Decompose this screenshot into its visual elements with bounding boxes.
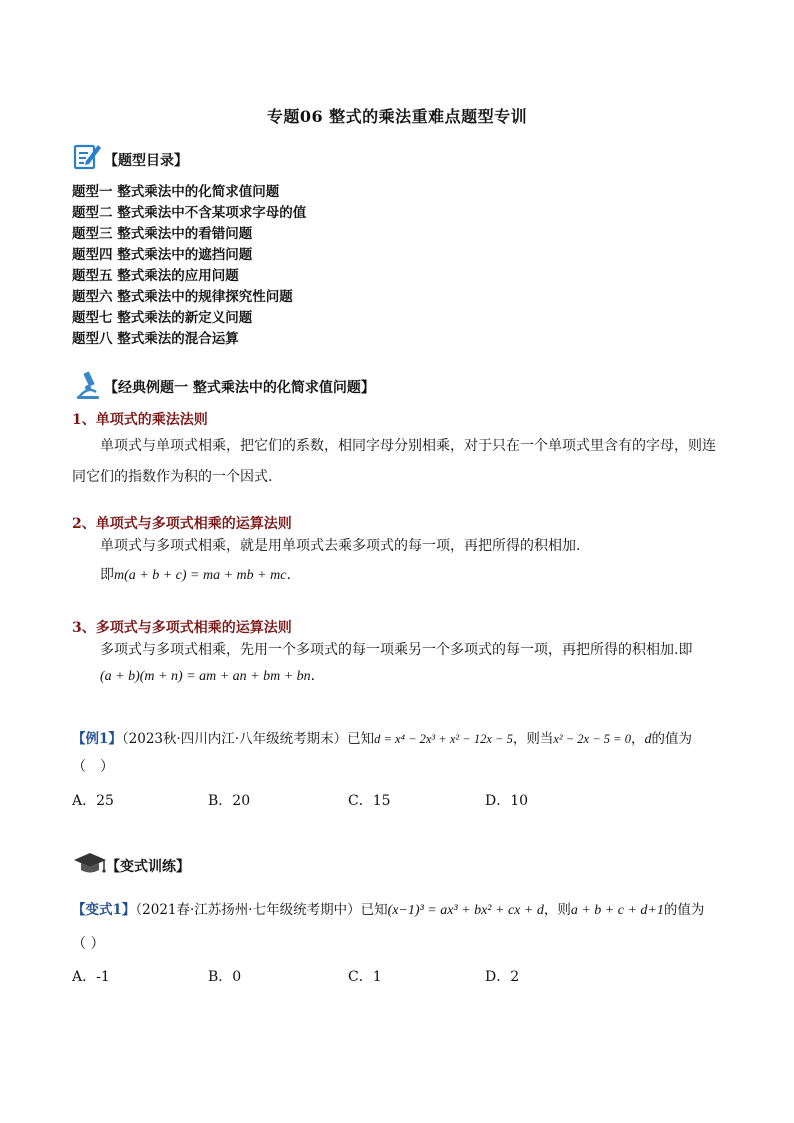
option-b: B．0 [208, 969, 242, 985]
option-d: D．2 [485, 969, 520, 985]
toc-item: 题型六 整式乘法中的规律探究性问题 [72, 289, 293, 305]
toc-item: 题型七 整式乘法的新定义问题 [72, 310, 253, 326]
rule-text: 单项式与多项式相乘，就是用单项式去乘多项式的每一项，再把所得的积相加. [100, 538, 581, 554]
variant-expression: (x−1)³ = ax³ + bx² + cx + d [387, 903, 544, 918]
microscope-icon [74, 370, 102, 400]
example-text: ，则当 [512, 731, 554, 747]
notepad-pencil-icon [72, 141, 102, 171]
toc-item: 题型三 整式乘法中的看错问题 [72, 226, 253, 242]
page-title: 专题06 整式的乘法重难点题型专训 [266, 107, 528, 126]
section-heading: 【经典例题一 整式乘法中的化简求值问题】 [104, 380, 375, 396]
formula: (a + b)(m + n) = am + an + bm + bn [100, 669, 311, 684]
formula-suffix: . [310, 668, 316, 684]
variant-source: （2021春·江苏扬州·七年级统考期中）已知 [135, 902, 388, 918]
example-question [72, 727, 692, 748]
option-a: A．25 [72, 793, 114, 809]
formula-prefix: 即 [100, 567, 114, 583]
example-variable: d [644, 732, 652, 747]
formula-line [100, 564, 291, 584]
rule-text: 多项式与多项式相乘，先用一个多项式的每一项乘另一个多项式的每一项，再把所得的积相加.即 [100, 642, 693, 658]
toc-item: 题型二 整式乘法中不含某项求字母的值 [72, 205, 307, 221]
example-label: 【例1】 [72, 731, 122, 747]
graduation-cap-icon [73, 850, 107, 876]
variant-question [72, 898, 704, 919]
example-text: ， [630, 731, 645, 747]
option-b: B．20 [208, 793, 251, 809]
rule-title: 2、单项式与多项式相乘的运算法则 [72, 516, 292, 532]
example-source: （2023秋·四川内江·八年级统考期末）已知 [121, 731, 375, 747]
variant-label: 【变式1】 [72, 902, 136, 918]
formula-suffix: . [286, 567, 291, 583]
example-condition: x² − 2x − 5 = 0 [553, 732, 631, 746]
training-heading: 【变式训练】 [106, 859, 190, 875]
option-c: C．15 [348, 793, 391, 809]
toc-item: 题型四 整式乘法中的遮挡问题 [72, 247, 253, 263]
answer-parentheses: （ ） [72, 936, 105, 952]
rule-text: 单项式与单项式相乘，把它们的系数，相同字母分别相乘，对于只在一个单项式里含有的字母，则连 [100, 438, 716, 454]
toc-item: 题型一 整式乘法中的化简求值问题 [72, 184, 280, 200]
toc-heading: 【题型目录】 [104, 153, 188, 169]
variant-text: 的值为 [663, 902, 705, 918]
variant-text: ，则 [543, 902, 571, 918]
rule-title: 1、单项式的乘法法则 [72, 412, 208, 428]
rule-title: 3、多项式与多项式相乘的运算法则 [72, 620, 292, 636]
toc-item: 题型五 整式乘法的应用问题 [72, 268, 239, 284]
rule-text: 同它们的指数作为积的一个因式. [72, 469, 273, 485]
answer-parentheses: （ ） [72, 759, 114, 775]
toc-item: 题型八 整式乘法的混合运算 [72, 331, 239, 347]
formula-line [100, 668, 315, 685]
formula: m(a + b + c) = ma + mb + mc [114, 568, 287, 583]
option-a: A．-1 [72, 969, 110, 985]
variant-target: a + b + c + d+1 [570, 903, 664, 918]
option-c: C．1 [348, 969, 382, 985]
example-text: 的值为 [651, 731, 692, 747]
option-d: D．10 [485, 793, 529, 809]
example-expression: d = x⁴ − 2x³ + x² − 12x − 5 [374, 732, 513, 746]
